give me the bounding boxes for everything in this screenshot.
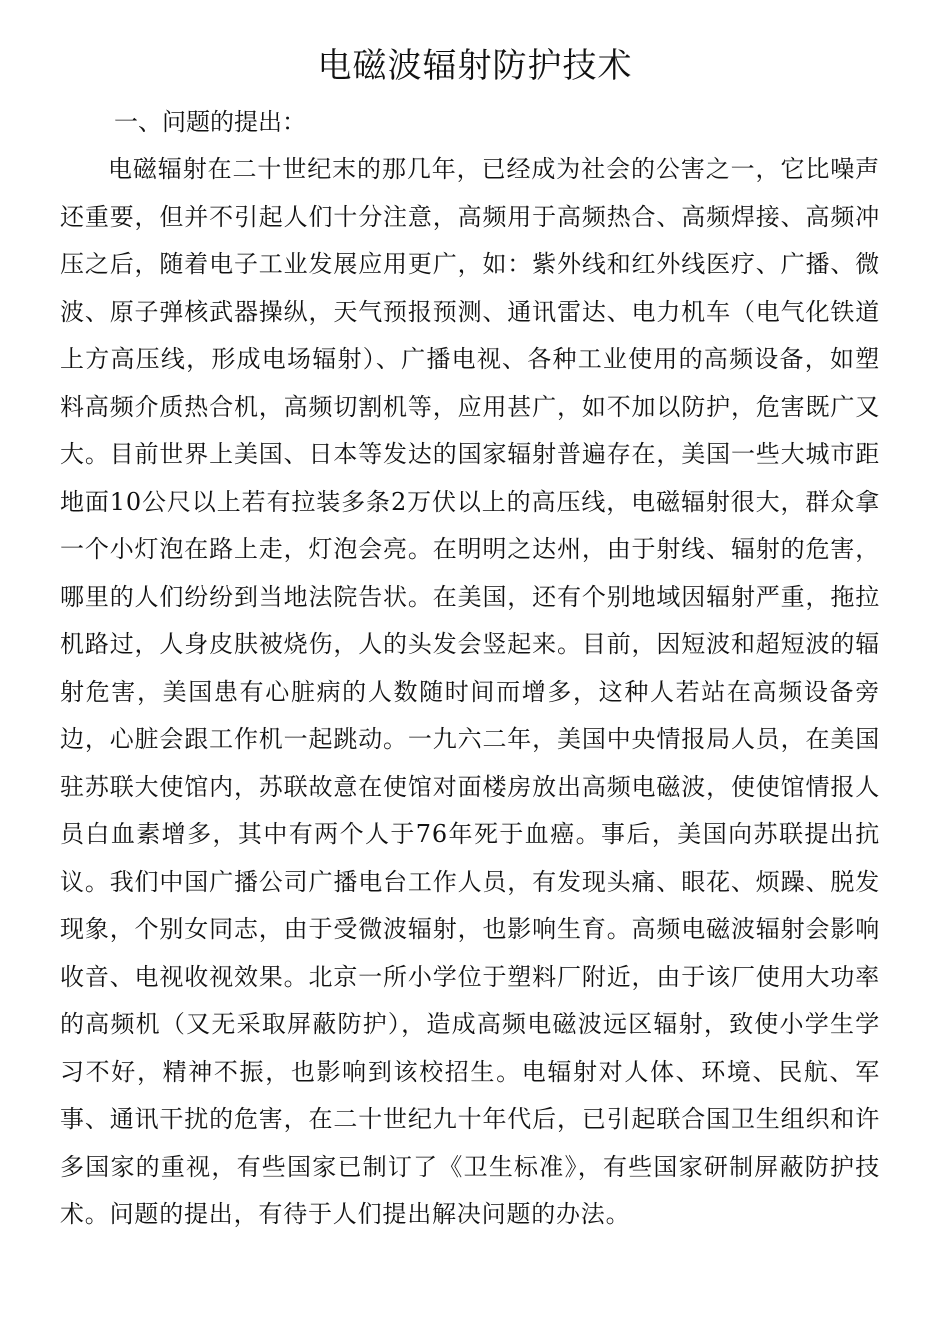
section-heading: 一、问题的提出：	[114, 108, 306, 136]
document-title: 电磁波辐射防护技术	[317, 46, 633, 86]
body-paragraph: 电磁辐射在二十世纪末的那几年，已经成为社会的公害之一，它比噪声还重要，但并不引起人们十分注意，高频用于高频热合、高频焊接、高频冲压之后，随着电子工业发展应用更广，如：紫外线和红外线医疗、广播、微波、原子弹核武器操纵，天气预报预测、通讯雷达、电力机车（电气化铁道上方高压线，形成电场辐射）、广播电视、各种工业使用的高频设备，如塑料高频介质热合机，高频切割机等，应用甚广，如不加以防护，危害既广又大。目前世界上美国、日本等发达的国家辐射普遍存在，美国一些大城市距地面10公尺以上若有拉装多条2万伏以上的高压线，电磁辐射很大，群众拿一个小灯泡在路上走，灯泡会亮。在明明之达州，由于射线、辐射的危害，哪里的人们纷纷到当地法院告状。在美国，还有个别地域因辐射严重，拖拉机路过，人身皮肤被烧伤，人的头发会竖起来。目前，因短波和超短波的辐射危害，美国患有心脏病的人数随时间而增多，这种人若站在高频设备旁边，心脏会跟工作机一起跳动。一九六二年，美国中央情报局人员，在美国驻苏联大使馆内，苏联故意在使馆对面楼房放出高频电磁波，使使馆情报人员白血素增多，其中有两个人于76年死于血癌。事后，美国向苏联提出抗议。我们中国广播公司广播电台工作人员，有发现头痛、眼花、烦躁、脱发现象，个别女同志，由于受微波辐射，也影响生育。高频电磁波辐射会影响收音、电视收视效果。北京一所小学位于塑料厂附近，由于该厂使用大功率的高频机（又无采取屏蔽防护），造成高频电磁波远区辐射，致使小学生学习不好，精神不振，也影响到该校招生。电辐射对人体、环境、民航、军事、通讯干扰的危害，在二十世纪九十年代后，已引起联合国卫生组织和许多国家的重视，有些国家已制订了《卫生标准》，有些国家研制屏蔽防护技术。问题的提出，有待于人们提出解决问题的办法。	[60, 155, 880, 1228]
